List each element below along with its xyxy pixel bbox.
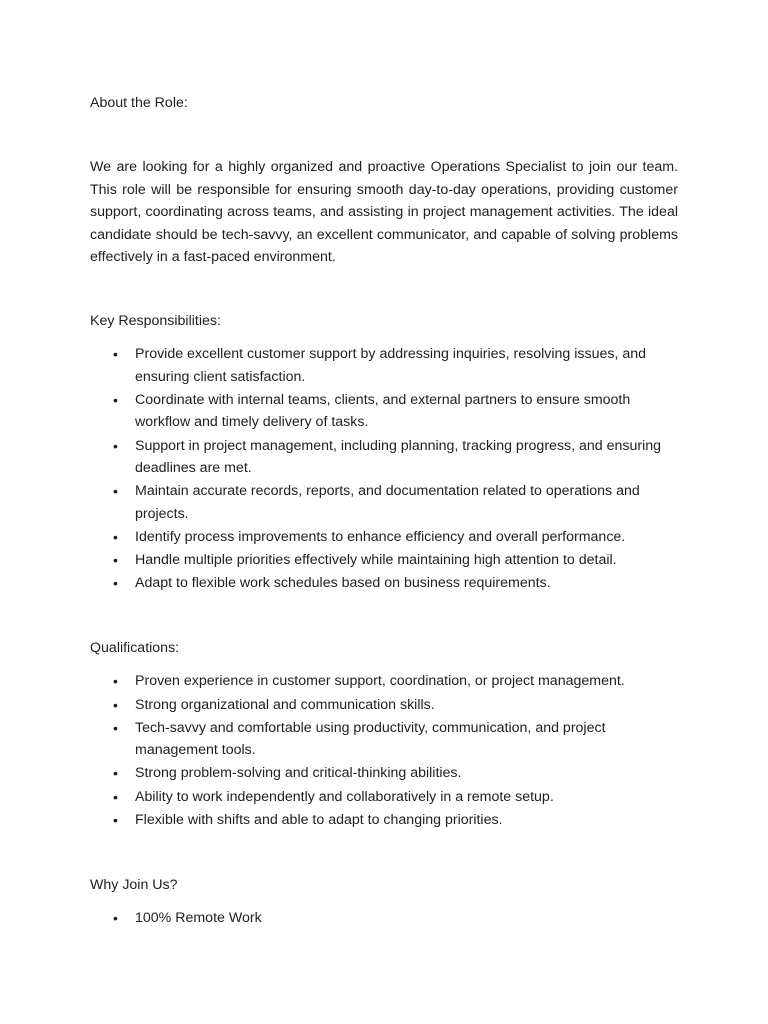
bullet-icon: • [113, 528, 118, 545]
list-item [90, 670, 678, 692]
list-item-text: Strong organizational and communication skills. [135, 696, 435, 713]
list-item-text: 100% Remote Work [135, 909, 262, 926]
bullet-icon: • [113, 719, 118, 736]
list-item-text: Ability to work independently and collaboratively in a remote setup. [135, 788, 554, 805]
qualifications-list [90, 670, 678, 831]
list-item [90, 343, 678, 388]
bullet-icon: • [113, 346, 118, 363]
list-item [90, 694, 678, 716]
qualifications-heading: Qualifications: [90, 640, 180, 657]
bullet-icon: • [113, 391, 118, 408]
bullet-icon: • [113, 483, 118, 500]
list-item [90, 572, 678, 594]
bullet-icon: • [113, 765, 118, 782]
list-item [90, 717, 678, 762]
list-item [90, 389, 678, 434]
bullet-icon: • [113, 437, 118, 454]
list-item-text: Coordinate with internal teams, clients, and external partners to ensure smooth workflow and timely delivery of tasks. [135, 391, 631, 431]
bullet-icon: • [113, 788, 118, 805]
about-paragraph: We are looking for a highly organized and proactive Operations Specialist to join our team. This role will be responsible for ensuring smooth day-to-day operations, providing customer support, coordinating across teams, and assisting in project management activities. The ideal candidate should be tech-savvy, an excellent communicator, and capable of solving problems effectively in a fast-paced environment. [90, 159, 678, 266]
list-item-text: Provide excellent customer support by addressing inquiries, resolving issues, and ensuring client satisfaction. [135, 346, 647, 385]
bullet-icon: • [113, 575, 118, 592]
list-item [90, 809, 678, 831]
list-item [90, 549, 678, 571]
list-item-text: Handle multiple priorities effectively while maintaining high attention to detail. [135, 551, 617, 568]
list-item [90, 480, 678, 525]
why-join-list [90, 907, 678, 929]
bullet-icon: • [113, 551, 118, 568]
list-item [90, 762, 678, 784]
bullet-icon: • [113, 696, 118, 713]
list-item-text: Tech-savvy and comfortable using productivity, communication, and project management tools. [135, 719, 606, 759]
responsibilities-list [90, 343, 678, 594]
list-item [90, 786, 678, 808]
list-item-text: Identify process improvements to enhance efficiency and overall performance. [135, 528, 626, 545]
bullet-icon: • [113, 811, 118, 828]
list-item-text: Strong problem-solving and critical-thinking abilities. [135, 765, 462, 782]
document-page [90, 92, 678, 930]
list-item-text: Support in project management, including planning, tracking progress, and ensuring deadlines are met. [135, 437, 662, 476]
bullet-icon: • [113, 673, 118, 690]
why-join-heading: Why Join Us? [90, 876, 178, 893]
list-item-text: Flexible with shifts and able to adapt to changing priorities. [135, 811, 503, 828]
list-item-text: Maintain accurate records, reports, and documentation related to operations and projects. [135, 483, 640, 522]
about-heading: About the Role: [90, 95, 188, 111]
bullet-icon: • [113, 909, 118, 926]
responsibilities-heading: Key Responsibilities: [90, 313, 221, 330]
list-item-text: Proven experience in customer support, coordination, or project management. [135, 673, 625, 690]
list-item [90, 526, 678, 548]
list-item [90, 907, 678, 929]
list-item [90, 435, 678, 480]
list-item-text: Adapt to flexible work schedules based on business requirements. [135, 575, 551, 592]
